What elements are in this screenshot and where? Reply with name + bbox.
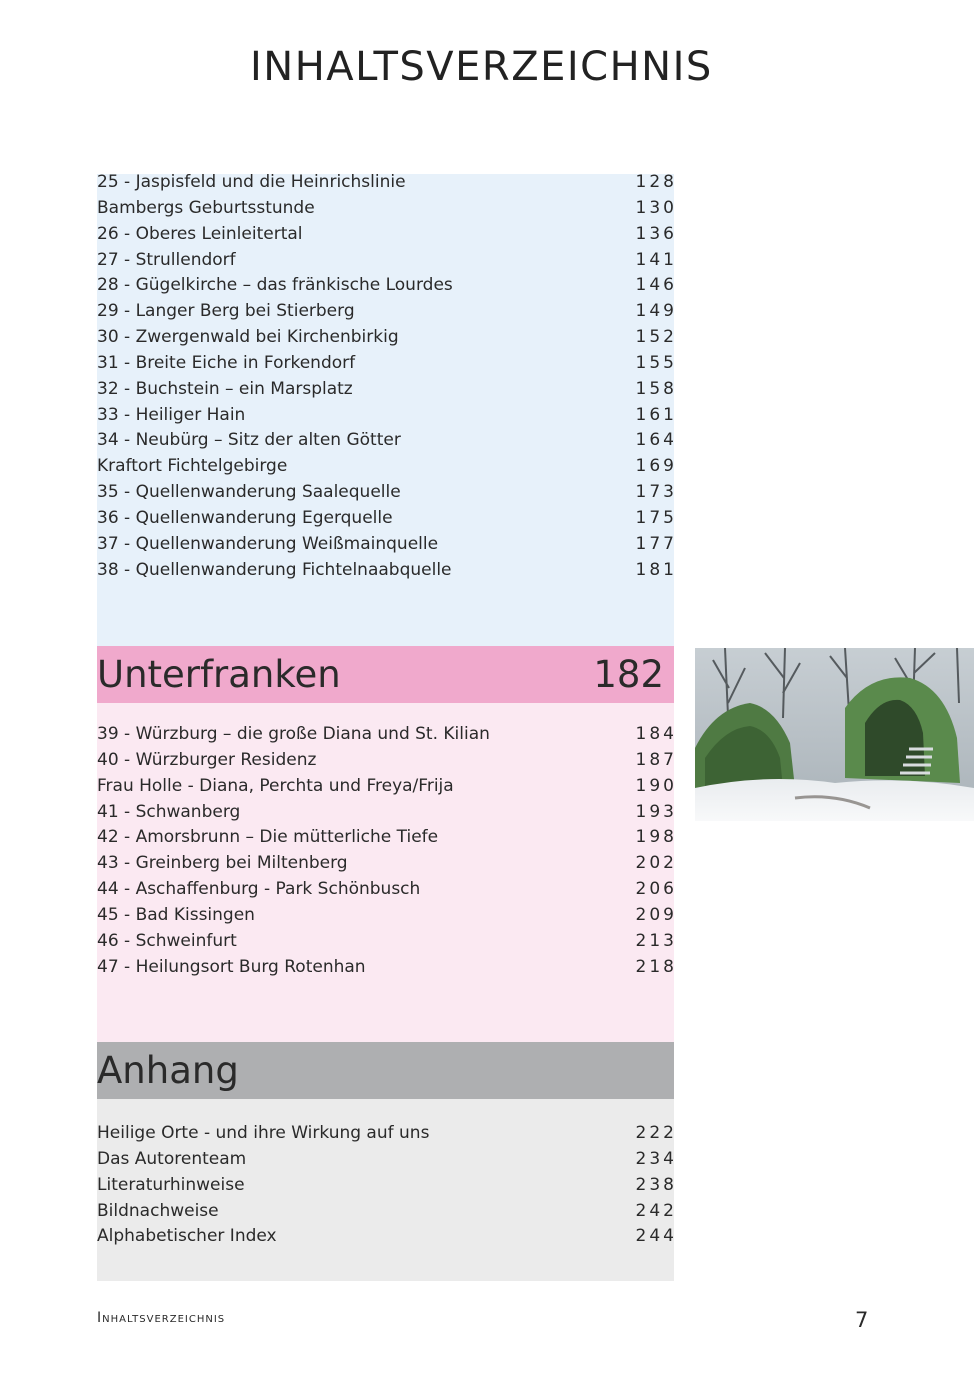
toc-entry[interactable] [97, 955, 677, 981]
entry-title: Frau Holle - Diana, Perchta und Freya/Frija [97, 775, 454, 796]
entry-page: 130 [635, 197, 677, 218]
entry-title: Heilige Orte - und ihre Wirkung auf uns [97, 1123, 430, 1143]
toc-entry[interactable] [97, 222, 677, 248]
entry-title: 33 - Heiliger Hain [97, 404, 246, 425]
entry-title: 31 - Breite Eiche in Forkendorf [97, 352, 356, 373]
entry-page: 193 [635, 801, 677, 822]
section-heading-title: Anhang [97, 1049, 239, 1092]
toc-entry[interactable] [97, 273, 677, 299]
entry-title: 25 - Jaspisfeld und die Heinrichslinie [97, 172, 406, 192]
toc-entry[interactable] [97, 428, 677, 454]
entry-page: 164 [635, 430, 677, 451]
toc-entry[interactable] [97, 532, 677, 558]
entry-title: Das Autorenteam [97, 1148, 247, 1169]
toc-entry[interactable] [97, 1147, 677, 1173]
entry-page: 146 [635, 275, 677, 296]
entry-title: 47 - Heilungsort Burg Rotenhan [97, 956, 366, 977]
entry-title: 41 - Schwanberg [97, 801, 241, 822]
toc-entry[interactable] [97, 800, 677, 826]
entry-page: 136 [635, 223, 677, 244]
toc-entry[interactable] [97, 170, 677, 196]
toc-list-anhang [97, 1121, 677, 1250]
toc-entry[interactable] [97, 1173, 677, 1199]
toc-list-unterfranken [97, 722, 677, 980]
toc-entry[interactable] [97, 774, 677, 800]
toc-entry[interactable] [97, 1199, 677, 1225]
toc-entry[interactable] [97, 248, 677, 274]
entry-page: 161 [635, 404, 677, 425]
entry-page: 155 [635, 352, 677, 373]
page-title: INHALTSVERZEICHNIS [250, 44, 713, 90]
entry-page: 141 [635, 249, 677, 270]
entry-title: 44 - Aschaffenburg - Park Schönbusch [97, 879, 421, 900]
toc-entry[interactable] [97, 825, 677, 851]
entry-title: 28 - Gügelkirche – das fränkische Lourdes [97, 275, 453, 296]
entry-title: 46 - Schweinfurt [97, 930, 237, 951]
section-heading-title: Unterfranken [97, 653, 341, 696]
entry-title: 27 - Strullendorf [97, 249, 236, 270]
toc-entry[interactable] [97, 325, 677, 351]
entry-page: 149 [635, 301, 677, 322]
entry-page: 184 [635, 724, 677, 744]
toc-entry[interactable] [97, 351, 677, 377]
toc-entry[interactable] [97, 196, 677, 222]
toc-entry[interactable] [97, 722, 677, 748]
toc-entry[interactable] [97, 929, 677, 955]
entry-page: 198 [635, 827, 677, 848]
entry-page: 190 [635, 775, 677, 796]
entry-title: 30 - Zwergenwald bei Kirchenbirkig [97, 327, 399, 348]
entry-page: 169 [635, 456, 677, 477]
entry-title: Literaturhinweise [97, 1174, 245, 1195]
entry-page: 177 [635, 533, 677, 554]
toc-entry[interactable] [97, 851, 677, 877]
entry-page: 158 [635, 378, 677, 399]
entry-title: 42 - Amorsbrunn – Die mütterliche Tiefe [97, 827, 439, 848]
entry-page: 128 [635, 172, 677, 192]
entry-title: 45 - Bad Kissingen [97, 904, 255, 925]
toc-entry[interactable] [97, 903, 677, 929]
toc-entry[interactable] [97, 454, 677, 480]
footer-page-number: 7 [855, 1308, 869, 1332]
toc-entry[interactable] [97, 1224, 677, 1250]
toc-entry[interactable] [97, 299, 677, 325]
section-heading-anhang[interactable] [97, 1042, 674, 1099]
entry-page: 206 [635, 879, 677, 900]
section-heading-unterfranken[interactable] [97, 646, 674, 703]
entry-page: 209 [635, 904, 677, 925]
entry-title: 43 - Greinberg bei Miltenberg [97, 853, 348, 874]
entry-page: 173 [635, 482, 677, 503]
entry-title: 35 - Quellenwanderung Saalequelle [97, 482, 401, 503]
entry-page: 187 [635, 749, 677, 770]
toc-entry[interactable] [97, 403, 677, 429]
entry-page: 152 [635, 327, 677, 348]
entry-title: 40 - Würzburger Residenz [97, 749, 317, 770]
entry-title: 38 - Quellenwanderung Fichtelnaabquelle [97, 559, 452, 580]
ruin-photo [695, 648, 974, 821]
entry-title: Bildnachweise [97, 1200, 219, 1221]
entry-page: 244 [635, 1226, 677, 1247]
entry-page: 242 [635, 1200, 677, 1221]
entry-title: 32 - Buchstein – ein Marsplatz [97, 378, 353, 399]
entry-title: 36 - Quellenwanderung Egerquelle [97, 507, 393, 528]
toc-list-oberfranken [97, 170, 677, 584]
entry-page: 218 [635, 956, 677, 977]
section-heading-page: 182 [593, 653, 664, 696]
entry-page: 238 [635, 1174, 677, 1195]
entry-title: 37 - Quellenwanderung Weißmainquelle [97, 533, 439, 554]
toc-entry[interactable] [97, 1121, 677, 1147]
toc-entry[interactable] [97, 748, 677, 774]
toc-entry[interactable] [97, 377, 677, 403]
toc-entry[interactable] [97, 480, 677, 506]
entry-page: 222 [635, 1123, 677, 1143]
entry-title: 26 - Oberes Leinleitertal [97, 223, 303, 244]
entry-page: 181 [635, 559, 677, 580]
entry-page: 234 [635, 1148, 677, 1169]
entry-title: 29 - Langer Berg bei Stierberg [97, 301, 355, 322]
entry-page: 175 [635, 507, 677, 528]
entry-title: 39 - Würzburg – die große Diana und St. Kilian [97, 724, 490, 744]
entry-title: Kraftort Fichtelgebirge [97, 456, 288, 477]
entry-page: 213 [635, 930, 677, 951]
toc-entry[interactable] [97, 558, 677, 584]
entry-title: 34 - Neubürg – Sitz der alten Götter [97, 430, 401, 451]
toc-entry[interactable] [97, 506, 677, 532]
footer-label-text: Inhaltsverzeichnis [97, 1310, 226, 1326]
ruin-photo-illustration [695, 648, 974, 821]
footer-label [97, 1310, 225, 1326]
toc-entry[interactable] [97, 877, 677, 903]
entry-page: 202 [635, 853, 677, 874]
entry-title: Bambergs Geburtsstunde [97, 197, 315, 218]
entry-title: Alphabetischer Index [97, 1226, 277, 1247]
